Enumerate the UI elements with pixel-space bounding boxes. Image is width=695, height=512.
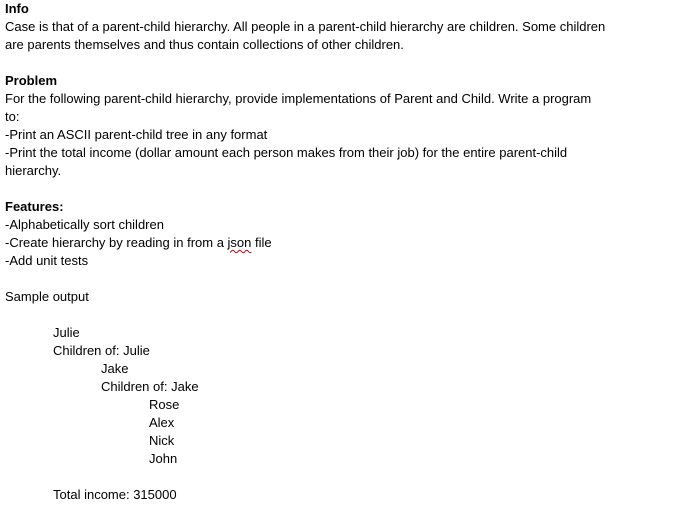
spacer [5,468,695,486]
tree-child: Jake [101,361,129,376]
problem-heading: Problem [5,73,58,88]
tree-root-children-label: Children of: Julie [53,343,150,358]
sample-output-heading: Sample output [5,289,89,304]
problem-text-line-3: -Print an ASCII parent-child tree in any format [5,127,268,142]
tree-grandchild: Nick [149,433,175,448]
spacer [5,306,695,324]
spacer [5,54,695,72]
feature-item-tests: -Add unit tests [5,253,89,268]
spacer [5,180,695,198]
feature-item-json-before: -Create hierarchy by reading in from a [5,235,228,250]
tree-root: Julie [53,325,80,340]
problem-text-line-4: -Print the total income (dollar amount each person makes from their job) for the entire parent-child [5,145,568,160]
tree-child-children-label: Children of: Jake [101,379,199,394]
tree-grandchild: John [149,451,178,466]
feature-item-sort: -Alphabetically sort children [5,217,164,232]
feature-item-json [5,234,695,252]
info-heading: Info [5,1,29,16]
tree-grandchild: Alex [149,415,175,430]
features-heading: Features: [5,199,64,214]
info-text-line-2: are parents themselves and thus contain collections of other children. [5,37,404,52]
feature-item-json-after: file [251,235,272,250]
info-text-line-1: Case is that of a parent-child hierarchy. All people in a parent-child hierarchy are children. Some children [5,19,606,34]
spacer [5,270,695,288]
total-income: Total income: 315000 [53,487,177,502]
problem-text-line-2: to: [5,109,20,124]
problem-text-line-5: hierarchy. [5,163,62,178]
spellcheck-word[interactable]: json [227,235,252,250]
tree-grandchild: Rose [149,397,180,412]
problem-text-line-1: For the following parent-child hierarchy, provide implementations of Parent and Child. Write a program [5,91,592,106]
